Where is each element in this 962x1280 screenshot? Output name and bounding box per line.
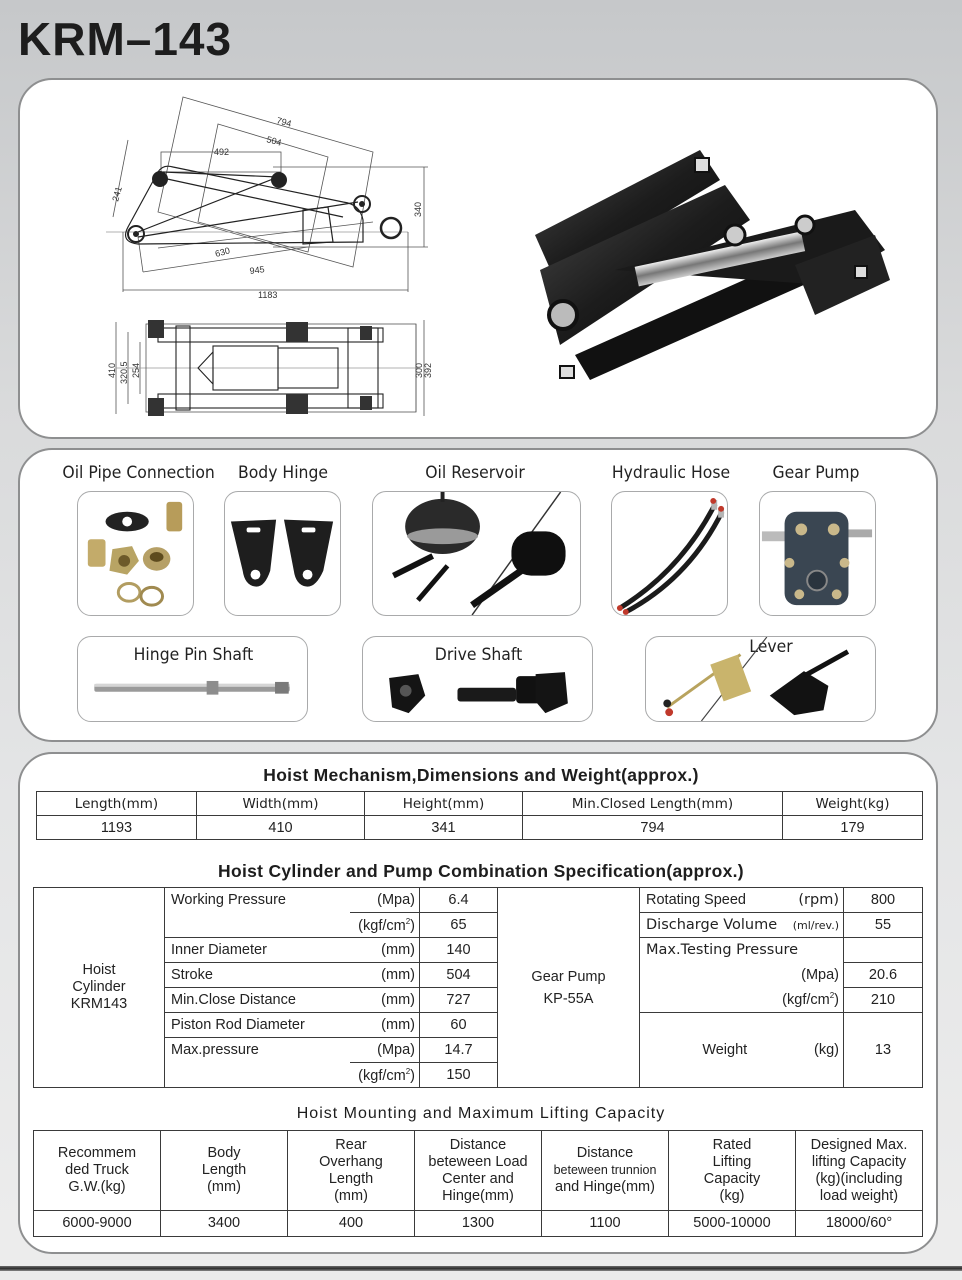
part-label-body-hinge: Body Hinge	[237, 463, 329, 483]
value-rear-overhang: 400	[288, 1211, 415, 1237]
part-body-hinge	[224, 491, 341, 616]
value-rated-capacity: 5000-10000	[669, 1211, 796, 1237]
part-label-gear-pump: Gear Pump	[772, 463, 860, 483]
table-row	[34, 888, 923, 913]
header-load-center-distance	[415, 1131, 542, 1211]
pump-spec-unit	[640, 988, 844, 1013]
cylinder-name-cell	[34, 888, 165, 1088]
header-line: Overhang	[319, 1153, 383, 1170]
header-line: (mm)	[334, 1187, 368, 1204]
table-row	[34, 1211, 923, 1237]
spec-label: Piston Rod Diameter	[165, 1013, 350, 1038]
unit-sup: 2	[405, 916, 411, 926]
spec-label	[165, 913, 350, 938]
pump-weight-unit: (kg)	[780, 1013, 844, 1088]
spec-unit: (mm)	[350, 1013, 420, 1038]
header-line: Length	[328, 1170, 374, 1187]
pipe-fittings-icon	[78, 492, 193, 615]
header-line: (mm)	[207, 1179, 241, 1195]
dim-340: 340	[413, 201, 423, 217]
dim-254: 254	[131, 362, 141, 378]
header-trunnion-distance	[542, 1131, 669, 1211]
dim-1183: 1183	[258, 290, 278, 300]
unit-text: (kgf/cm	[782, 992, 830, 1009]
header-rated-capacity	[669, 1131, 796, 1211]
cylinder-name-line: Hoist	[82, 962, 116, 978]
pump-spec-unit: (ml/rev.)	[780, 913, 844, 938]
table-row	[34, 913, 923, 938]
value-truck-gw: 6000-9000	[34, 1211, 161, 1237]
header-line: beteween Load	[428, 1153, 528, 1170]
value-load-center-distance: 1300	[415, 1211, 542, 1237]
header-line: and Hinge(mm)	[555, 1179, 655, 1195]
spec-unit: (Mpa)	[350, 888, 420, 913]
drive-shaft-icon	[363, 637, 592, 721]
unit-end: )	[834, 992, 839, 1009]
header-line: Designed Max.	[810, 1136, 908, 1153]
mounting-table	[33, 1130, 923, 1237]
spec-value: 150	[420, 1063, 498, 1088]
spec-unit	[350, 1063, 420, 1088]
header-line: lifting Capacity	[811, 1153, 907, 1170]
spec-label: Stroke	[165, 963, 350, 988]
header-line: Recommem	[57, 1145, 137, 1161]
drawing-panel	[18, 78, 938, 439]
table-header-row	[34, 1131, 923, 1211]
dim-630: 630	[213, 245, 232, 259]
pump-spec-value-empty	[844, 938, 923, 963]
dim-241: 241	[110, 185, 124, 203]
table-row	[34, 938, 923, 963]
part-label-hinge-pin-shaft: Hinge Pin Shaft	[133, 645, 254, 665]
pump-spec-value: 20.6	[844, 963, 923, 988]
part-drive-shaft	[362, 636, 593, 722]
spec-label: Max.pressure	[165, 1038, 350, 1063]
part-hinge-pin-shaft	[77, 636, 308, 722]
part-gear-pump	[759, 491, 876, 616]
header-weight: Weight(kg)	[783, 792, 923, 816]
header-line: beteween trunnion	[553, 1163, 657, 1177]
part-hydraulic-hose	[611, 491, 728, 616]
pump-spec-unit: (Mpa)	[640, 963, 844, 988]
unit-sup: 2	[405, 1066, 411, 1076]
bottom-divider	[0, 1266, 962, 1271]
table-row	[34, 1013, 923, 1038]
value-weight: 179	[783, 816, 923, 840]
spec-value: 14.7	[420, 1038, 498, 1063]
spec-unit	[350, 913, 420, 938]
spec-value: 60	[420, 1013, 498, 1038]
value-length: 1193	[37, 816, 197, 840]
table-row	[34, 963, 923, 988]
part-oil-pipe-connection	[77, 491, 194, 616]
part-oil-reservoir	[372, 491, 581, 616]
pump-spec-value: 55	[844, 913, 923, 938]
spec-value: 6.4	[420, 888, 498, 913]
spec-label	[165, 1063, 350, 1088]
pump-weight-value: 13	[844, 1013, 923, 1088]
side-view-drawing	[98, 92, 438, 302]
dim-320-5: 320.5	[119, 361, 129, 384]
pump-weight-label: Weight	[640, 1013, 780, 1088]
unit-text: (kgf/cm	[358, 917, 406, 934]
header-line: Length	[201, 1162, 247, 1178]
page-title: KRM–143	[18, 13, 233, 65]
header-height: Height(mm)	[365, 792, 523, 816]
dim-794: 794	[275, 115, 293, 129]
spec-unit: (Mpa)	[350, 1038, 420, 1063]
header-min-closed-length: Min.Closed Length(mm)	[523, 792, 783, 816]
value-width: 410	[197, 816, 365, 840]
header-line: Capacity	[703, 1170, 761, 1187]
value-min-closed-length: 794	[523, 816, 783, 840]
lever-icon	[646, 637, 875, 721]
header-line: Rear	[335, 1136, 367, 1153]
spec-unit: (mm)	[350, 988, 420, 1013]
header-rear-overhang	[288, 1131, 415, 1211]
pump-spec-label: Discharge Volume	[640, 913, 780, 938]
spec-label: Working Pressure	[165, 888, 350, 913]
value-body-length: 3400	[161, 1211, 288, 1237]
gear-pump-icon	[760, 492, 875, 615]
header-line: (kg)(including	[815, 1170, 903, 1187]
hoist-3d-render	[515, 140, 895, 400]
table-header-row	[37, 792, 923, 816]
cylinder-name-line: Cylinder	[72, 979, 126, 995]
dim-392: 392	[423, 362, 433, 378]
cylinder-name-line: KRM143	[70, 996, 128, 1012]
oil-tank-icon	[373, 492, 580, 615]
dim-300: 300	[414, 362, 424, 378]
cylinder-pump-title: Hoist Cylinder and Pump Combination Specification(approx.)	[218, 861, 744, 881]
header-line: Lifting	[712, 1153, 752, 1170]
header-line: Center and	[442, 1170, 514, 1187]
header-line: Distance	[576, 1145, 634, 1161]
dim-492: 492	[214, 147, 230, 157]
header-line: ded Truck	[65, 1162, 129, 1178]
unit-text: (kgf/cm	[358, 1067, 406, 1084]
header-body-length	[161, 1131, 288, 1211]
value-trunnion-distance: 1100	[542, 1211, 669, 1237]
header-designed-max-capacity	[796, 1131, 923, 1211]
top-view-drawing	[98, 302, 438, 432]
pump-spec-label: Max.Testing Pressure	[640, 938, 844, 963]
spec-value: 504	[420, 963, 498, 988]
spec-unit: (mm)	[350, 963, 420, 988]
header-recommended-truck	[34, 1131, 161, 1211]
value-height: 341	[365, 816, 523, 840]
header-width: Width(mm)	[197, 792, 365, 816]
header-line: Rated	[712, 1136, 752, 1153]
dim-410: 410	[107, 362, 117, 378]
part-label-oil-pipe: Oil Pipe Connection	[62, 463, 215, 483]
header-line: Hinge(mm)	[442, 1187, 514, 1204]
spec-label: Min.Close Distance	[165, 988, 350, 1013]
dimensions-title: Hoist Mechanism,Dimensions and Weight(approx.)	[263, 765, 699, 785]
unit-sup: 2	[829, 991, 835, 1001]
table-row	[34, 988, 923, 1013]
part-label-oil-reservoir: Oil Reservoir	[425, 463, 525, 483]
dimensions-table	[36, 791, 923, 840]
spec-value: 727	[420, 988, 498, 1013]
spec-value: 140	[420, 938, 498, 963]
hose-icon	[612, 492, 727, 615]
unit-end: )	[410, 917, 415, 934]
spec-value: 65	[420, 913, 498, 938]
part-label-hydraulic-hose: Hydraulic Hose	[611, 463, 731, 483]
pin-shaft-icon	[78, 637, 307, 721]
header-line: G.W.(kg)	[68, 1179, 126, 1195]
part-label-lever: Lever	[749, 637, 793, 657]
dim-945: 945	[249, 264, 266, 276]
header-line: (kg)	[719, 1187, 745, 1204]
part-label-drive-shaft: Drive Shaft	[434, 645, 523, 665]
table-row	[37, 816, 923, 840]
header-line: Distance	[449, 1136, 507, 1153]
hinge-brackets-icon	[225, 492, 340, 615]
pump-spec-value: 210	[844, 988, 923, 1013]
pump-spec-label: Rotating Speed	[640, 888, 780, 913]
pump-name-line: KP-55A	[543, 990, 594, 1007]
header-length: Length(mm)	[37, 792, 197, 816]
pump-name-cell	[498, 888, 640, 1088]
value-designed-max-capacity: 18000/60°	[796, 1211, 923, 1237]
dim-504: 504	[265, 134, 283, 148]
pump-spec-unit: (rpm)	[780, 888, 844, 913]
header-line: Body	[207, 1145, 241, 1161]
spec-label: Inner Diameter	[165, 938, 350, 963]
unit-end: )	[410, 1067, 415, 1084]
pump-name-line: Gear Pump	[531, 968, 606, 985]
part-lever	[645, 636, 876, 722]
pump-spec-value: 800	[844, 888, 923, 913]
mounting-title: Hoist Mounting and Maximum Lifting Capacity	[296, 1105, 666, 1122]
header-line: load weight)	[819, 1187, 899, 1204]
cylinder-pump-table	[33, 887, 923, 1088]
spec-unit: (mm)	[350, 938, 420, 963]
